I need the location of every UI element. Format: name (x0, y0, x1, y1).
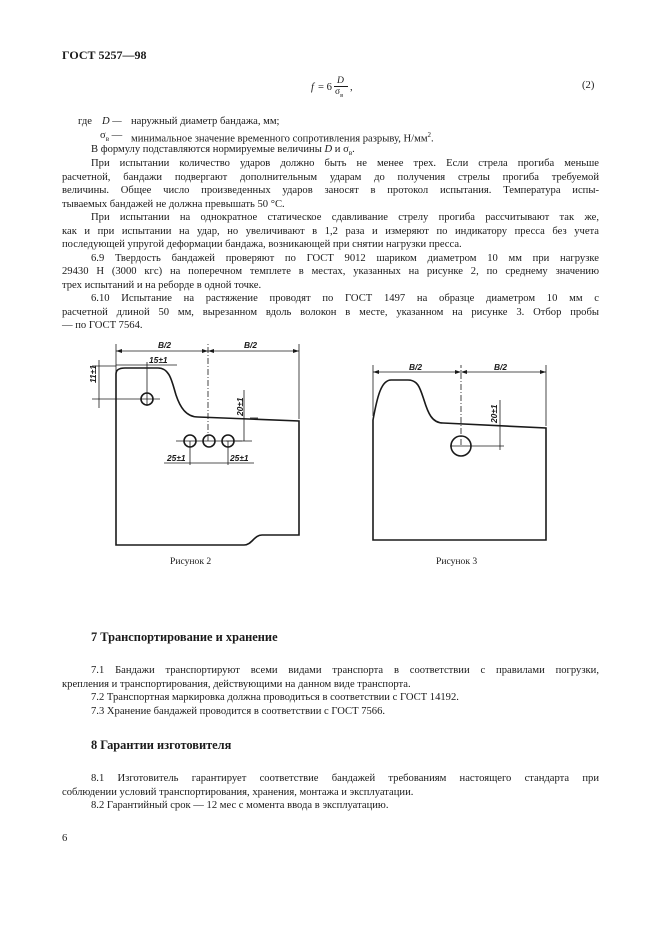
where-text-D: наружный диаметр бандажа, мм; (131, 116, 280, 127)
figure-2-caption: Рисунок 2 (170, 556, 212, 567)
figure-2-label-25-left: 25±1 (167, 453, 186, 463)
formula-trail: , (350, 82, 353, 93)
clause-6-10-line: расчетной длиной 50 мм, вырезанном вдоль волокон в месте, указанном на рисунке 3. Отбор пробы (62, 306, 599, 318)
figure-3-outline (373, 380, 546, 540)
formula-number: (2) (582, 80, 595, 91)
figure-3-label-B-left: B/2 (409, 362, 423, 372)
paragraph-impact-line: расчетной, бандажи подвергают дополнительным ударам до получения стрелы прогиба требуемой (62, 171, 599, 183)
clause-7-3: 7.3 Хранение бандажей проводится в соответствии с ГОСТ 7566. (91, 705, 386, 717)
where-symbol-sigma: $\sigma_в$ — (100, 130, 123, 144)
figure-3-label-20: 20±1 (489, 404, 499, 423)
clause-6-9-line: 29430 Н (3000 кгс) на поперечном темплете в местах, указанных на рисунке 2, по среднему значению (62, 266, 599, 277)
formula-eq: = 6 (318, 82, 332, 93)
figure-2-label-B-right: B/2 (244, 340, 258, 350)
paragraph-static-line: последующей упругой деформации бандажа, возникающей при снятии нагрузки пресса. (62, 239, 462, 250)
formula-lhs: f (311, 82, 314, 93)
clause-8-1-line: соблюдении условий транспортирования, хранения, монтажа и эксплуатации. (62, 786, 414, 798)
clause-6-9-line: 6.9 Твердость бандажей проверяют по ГОСТ 9012 шариком диаметром 10 мм при нагрузке (91, 252, 599, 264)
where-note: В формулу подставляются нормируемые величины D и $\sigma_в$. (91, 144, 355, 158)
page-number: 6 (62, 833, 68, 844)
section-7-title: 7 Транспортирование и хранение (91, 630, 278, 644)
clause-7-1-line: крепления и транспортирования, действующими на данном виде транспорта. (62, 678, 411, 690)
figure-3-drawing (360, 355, 560, 555)
clause-6-10-line: 6.10 Испытание на растяжение проводят по ГОСТ 1497 на образце диаметром 10 мм с (91, 293, 599, 304)
paragraph-impact-line: тываемых бандажей не должна превышать 50 °С. (62, 198, 285, 210)
figure-3-label-B-right: B/2 (494, 362, 508, 372)
paragraph-impact-line: При испытании количество ударов должно быть не менее трех. Если стрела прогиба меньше (91, 158, 599, 169)
where-text-sigma: минимальное значение временного сопротивления разрыву, $Н/мм^2$. (131, 131, 434, 145)
figure-2-label-15: 15±1 (149, 355, 168, 365)
figure-3-caption: Рисунок 3 (436, 556, 478, 567)
where-symbol-D: D — (102, 116, 122, 127)
paragraph-impact-line: величины. Общее число произведенных ударов заносят в протокол испытания. Температура испы- (62, 185, 599, 196)
figure-2-label-20: 20±1 (235, 397, 245, 416)
figure-2-label-11: 11±1 (88, 365, 98, 383)
formula-numerator: D (337, 75, 344, 86)
figure-2-label-25-right: 25±1 (230, 453, 249, 463)
document-header: ГОСТ 5257—98 (62, 48, 147, 62)
clause-7-2: 7.2 Транспортная маркировка должна проводиться в соответствии с ГОСТ 14192. (91, 692, 459, 703)
paragraph-static-line: При испытании на однократное статическое сдавливание стрелу прогиба рассчитывают так же, (91, 212, 599, 223)
clause-6-10-line: — по ГОСТ 7564. (62, 320, 143, 331)
where-prefix: где (78, 116, 92, 127)
section-8-title: 8 Гарантии изготовителя (91, 738, 232, 752)
clause-7-1-line: 7.1 Бандажи транспортируют всеми видами транспорта в соответствии с правилами погрузки, (91, 665, 599, 676)
figure-2-drawing (80, 332, 320, 557)
clause-8-1-line: 8.1 Изготовитель гарантирует соответствие бандажей требованиям настоящего стандарта при (91, 773, 599, 784)
paragraph-static-line: как и при испытании на удар, но увеличивают в 1,2 раза и измеряют по индикатору пресса без учета (62, 225, 599, 237)
figure-2-label-B-left: B/2 (158, 340, 172, 350)
formula-denominator: $\sigma_в$ (335, 87, 344, 99)
clause-8-2: 8.2 Гарантийный срок — 12 мес с момента ввода в эксплуатацию. (91, 800, 389, 811)
clause-6-9-line: трех испытаний и на реборде в одной точке. (62, 279, 262, 291)
